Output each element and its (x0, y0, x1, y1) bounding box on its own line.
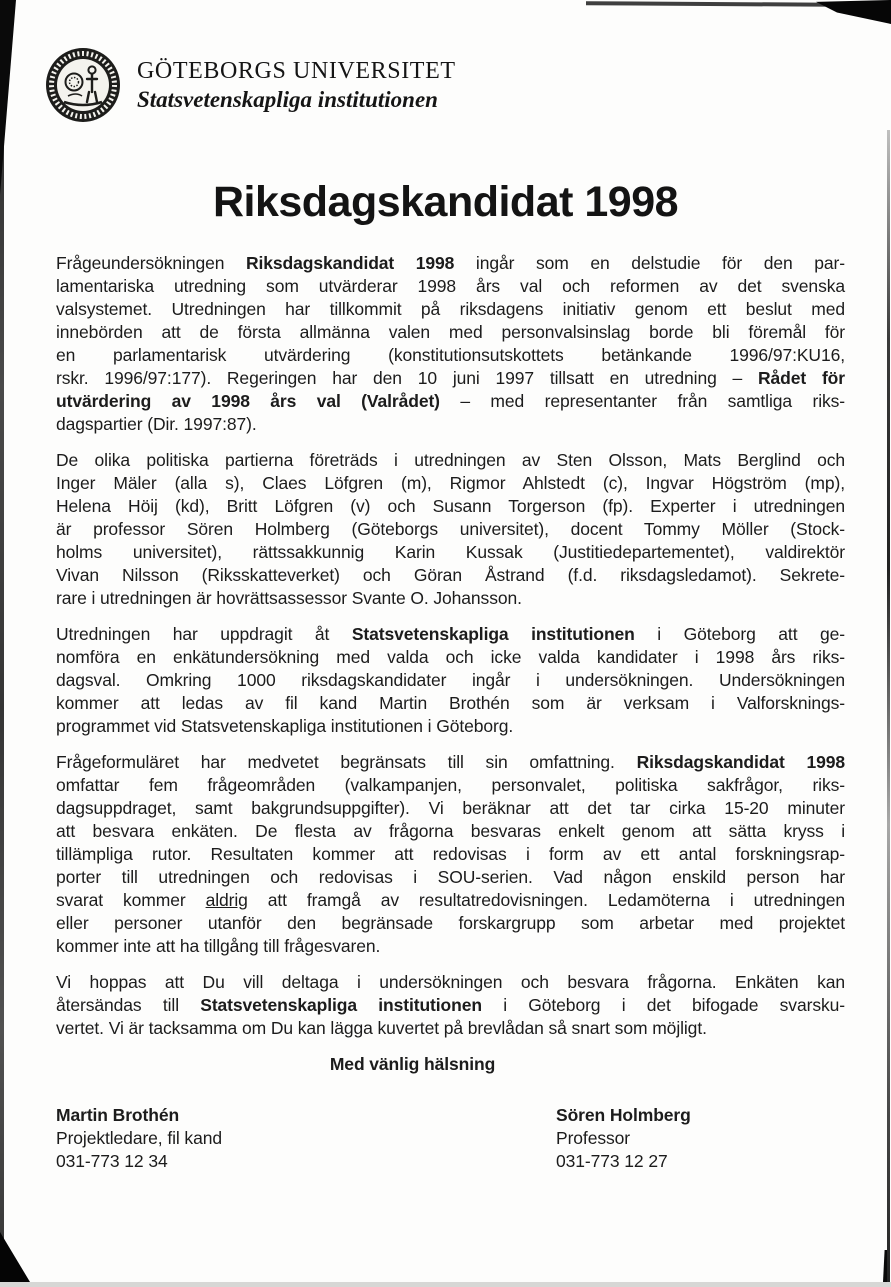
paragraph (56, 449, 845, 610)
text-line: kommer att ledas av fil kand Martin Brothén som är verksam i Valforsknings- (56, 693, 845, 713)
university-seal-icon (44, 46, 122, 124)
text-line: programmet vid Statsvetenskapliga institutionen i Göteborg. (56, 716, 514, 736)
letterhead-text (137, 56, 456, 114)
signature-block (56, 1104, 845, 1173)
signatory-name: Sören Holmberg (556, 1105, 691, 1125)
scan-artifact-top-line (586, 1, 836, 7)
text-line: vertet. Vi är tacksamma om Du kan lägga kuvertet på brevlådan så snart som möjligt. (56, 1018, 707, 1038)
text-line: dagspartier (Dir. 1997:87). (56, 414, 257, 434)
text-line: är professor Sören Holmberg (Göteborgs universitet), docent Tommy Möller (Stock- (56, 519, 845, 539)
paragraph (56, 252, 845, 436)
text-line: rare i utredningen är hovrättsassessor Svante O. Johansson. (56, 588, 522, 608)
text-line: Utredningen har uppdragit åt Statsvetenskapliga institutionen i Göteborg att ge- (56, 624, 845, 644)
document-title: Riksdagskandidat 1998 (212, 178, 679, 226)
text-line: Frågeformuläret har medvetet begränsats till sin omfattning. Riksdagskandidat 1998 (56, 752, 845, 772)
text-line: tillämpliga rutor. Resultaten kommer att redovisas i form av ett antal forskningsrap- (56, 844, 845, 864)
text-line: att besvara enkäten. De flesta av frågorna besvaras enkelt genom att sätta kryss i (56, 821, 845, 841)
signatory-role: Projektledare, fil kand (56, 1128, 222, 1148)
signatory-phone: 031-773 12 27 (556, 1151, 668, 1171)
signatory-phone: 031-773 12 34 (56, 1151, 168, 1171)
text-line: dagsuppdraget, samt bakgrundsuppgifter). Vi beräknar att det tar cirka 15-20 minuter (56, 798, 845, 818)
scan-artifact-bottom-left (0, 1232, 30, 1282)
text-line: Inger Mäler (alla s), Claes Löfgren (m), Rigmor Ahlstedt (c), Ingvar Högström (mp), (56, 473, 845, 493)
text-line: rskr. 1996/97:177). Regeringen har den 10 juni 1997 tillsatt en utredning – Rådet för (56, 368, 845, 388)
text-line: omfattar fem frågeområden (valkampanjen, personvalet, politiska sakfrågor, riks- (56, 775, 845, 795)
text-line: porter till utredningen och redovisas i SOU-serien. Vad någon enskild person har (56, 867, 845, 887)
paragraph (56, 751, 845, 958)
scan-artifact-bottom-right (883, 1250, 887, 1282)
text-line: valsystemet. Utredningen har tillkommit på riksdagens initiativ genom ett beslut med (56, 299, 845, 319)
department-name: Statsvetenskapliga institutionen (137, 87, 438, 112)
paragraph (56, 971, 845, 1040)
text-line: holms universitet), rättssakkunnig Karin Kussak (Justitiedepartementet), valdirektör (56, 542, 845, 562)
text-line: Frågeundersökningen Riksdagskandidat 1998 ingår som en delstudie för den par- (56, 253, 845, 273)
letter-body (56, 252, 845, 1173)
text-line: dagsval. Omkring 1000 riksdagskandidater ingår i undersökningen. Undersökningen (56, 670, 845, 690)
text-line: De olika politiska partierna företräds i utredningen av Sten Olsson, Mats Berglind och (56, 450, 845, 470)
scan-artifact-top-left (0, 0, 16, 195)
text-line: nomföra en enkätundersökning med valda och icke valda kandidater i 1998 års riks- (56, 647, 845, 667)
closing-salutation: Med vänlig hälsning (329, 1054, 496, 1074)
scan-artifact-top-right (816, 0, 891, 24)
text-line: utvärdering av 1998 års val (Valrådet) – med representanter från samtliga riks- (56, 391, 846, 411)
text-line: eller personer utanför den begränsade forskargrupp som arbetar med projektet (56, 913, 845, 933)
text-line: en parlamentarisk utvärdering (konstitutionsutskottets betänkande 1996/97:KU16, (56, 345, 845, 365)
text-line: innebörden att de första allmänna valen med personvalsinslag borde bli föremål för (56, 322, 845, 342)
scan-artifact-right-edge (887, 130, 890, 1287)
scan-artifact-bottom-edge (0, 1282, 891, 1287)
signatory-name: Martin Brothén (56, 1105, 180, 1125)
letterhead (44, 46, 456, 124)
signatory-role: Professor (556, 1128, 630, 1148)
signature-left (56, 1104, 556, 1173)
text-line: Vi hoppas att Du vill deltaga i undersökningen och besvara frågorna. Enkäten kan (56, 972, 845, 992)
text-line: återsändas till Statsvetenskapliga institutionen i Göteborg i det bifogade svarsku- (56, 995, 845, 1015)
organization-name: GÖTEBORGS UNIVERSITET (137, 58, 456, 84)
text-line: Vivan Nilsson (Riksskatteverket) och Göran Åstrand (f.d. riksdagsledamot). Sekrete- (56, 565, 845, 585)
signature-right (556, 1104, 845, 1173)
body-paragraphs (56, 252, 845, 1040)
text-line: kommer inte att ha tillgång till frågesvaren. (56, 936, 381, 956)
text-line: Helena Höij (kd), Britt Löfgren (v) och Susann Torgerson (fp). Experter i utredningen (56, 496, 845, 516)
text-line: lamentariska utredning som utvärderar 1998 års val och reformen av det svenska (56, 276, 845, 296)
paragraph (56, 623, 845, 738)
text-line: svarat kommer aldrig att framgå av resultatredovisningen. Ledamöterna i utredningen (56, 890, 845, 910)
